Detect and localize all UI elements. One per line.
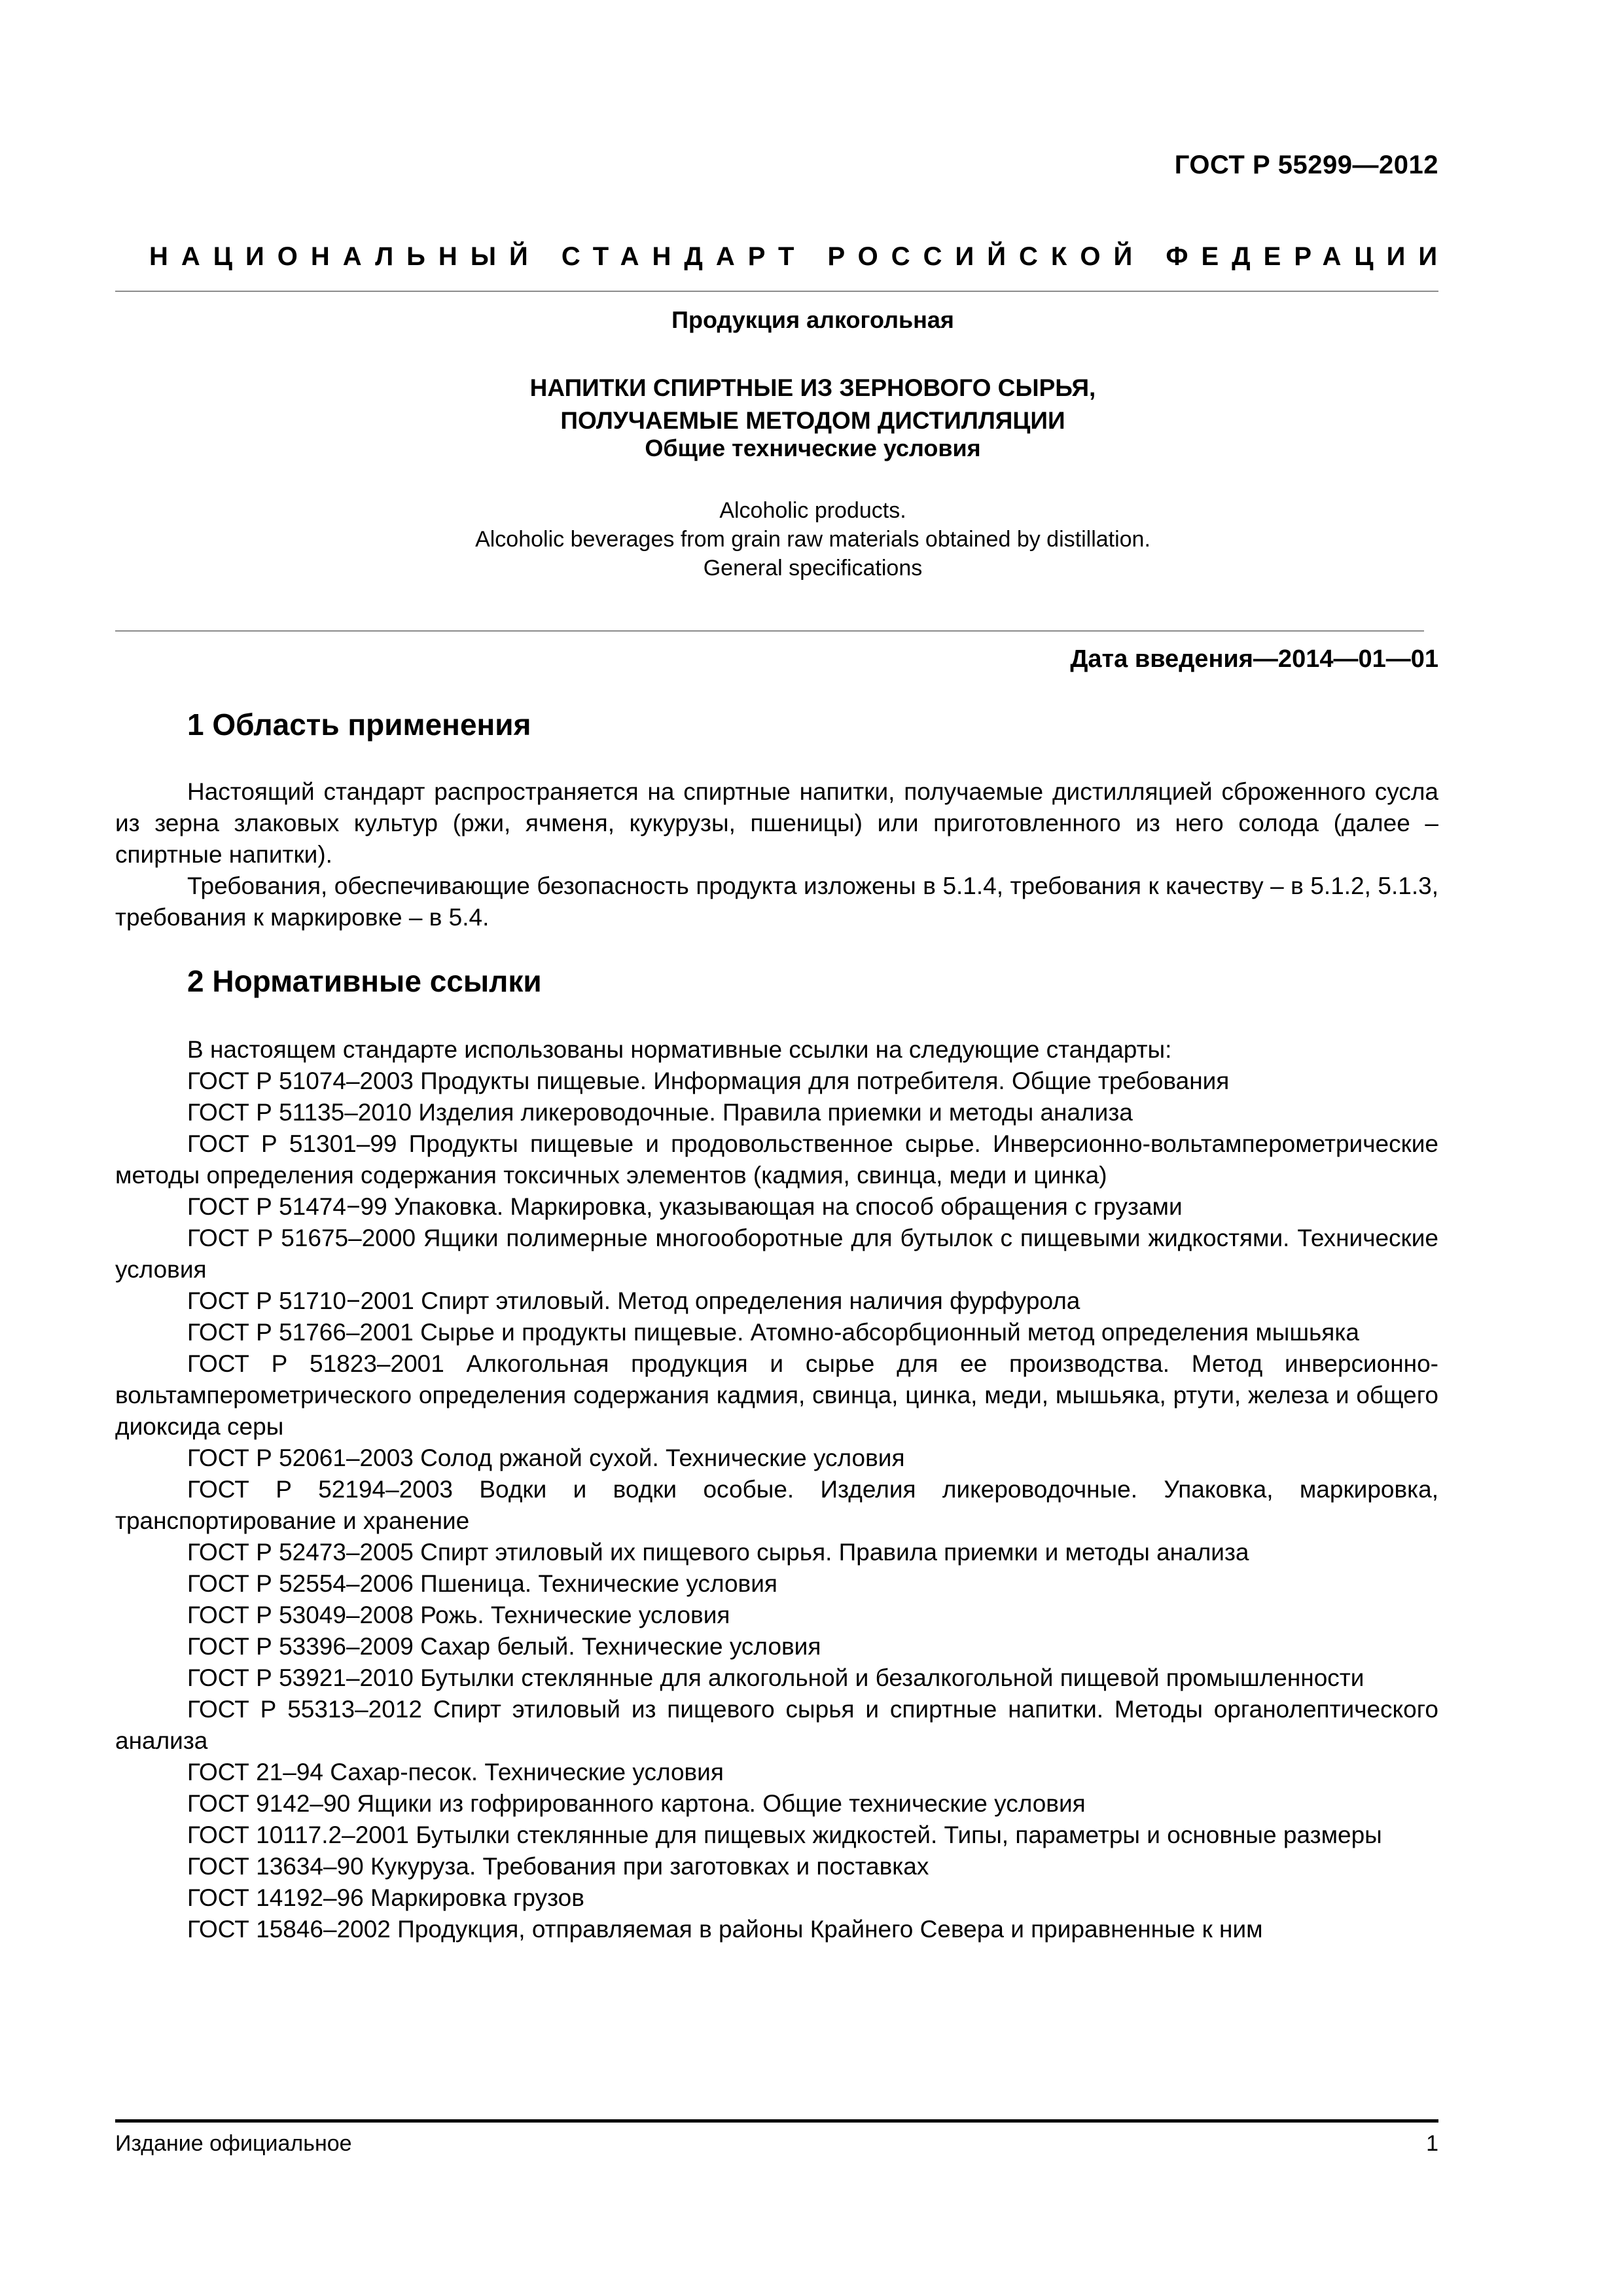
introduction-date: Дата введения—2014—01—01 <box>1070 645 1438 673</box>
edition-label: Издание официальное <box>115 2131 352 2156</box>
reference-item: ГОСТ Р 51675–2000 Ящики полимерные многооборотные для бутылок с пищевыми жидкостями. Технические условия <box>115 1225 1438 1283</box>
section-1-title: 1 Область применения <box>187 708 531 742</box>
reference-item: ГОСТ 21–94 Сахар-песок. Технические условия <box>187 1759 724 1785</box>
reference-item: ГОСТ Р 52061–2003 Солод ржаной сухой. Технические условия <box>187 1444 905 1471</box>
footer-divider <box>115 2119 1438 2123</box>
references-intro: В настоящем стандарте использованы нормативные ссылки на следующие стандарты: <box>187 1036 1172 1063</box>
reference-item: ГОСТ 10117.2–2001 Бутылки стеклянные для пищевых жидкостей. Типы, параметры и основные размеры <box>187 1821 1382 1848</box>
section-1-paragraph: Настоящий стандарт распространяется на спиртные напитки, получаемые дистилляцией сброженного сусла из зерна злаковых культур (ржи, ячменя, кукурузы, пшеницы) или приготовленного из него солода (далее – спиртные напитки). <box>115 778 1438 868</box>
reference-item: ГОСТ Р 52194–2003 Водки и водки особые. Изделия ликероводочные. Упаковка, маркировка, транспортирование и хранение <box>115 1476 1438 1534</box>
reference-item: ГОСТ Р 51135–2010 Изделия ликероводочные. Правила приемки и методы анализа <box>187 1099 1133 1126</box>
document-code: ГОСТ Р 55299—2012 <box>1174 151 1438 179</box>
reference-item: ГОСТ Р 53921–2010 Бутылки стеклянные для алкогольной и безалкогольной пищевой промышленности <box>187 1664 1364 1691</box>
english-title <box>115 496 1510 583</box>
section-2-title: 2 Нормативные ссылки <box>187 964 542 998</box>
document-subtitle: Общие технические условия <box>645 435 981 461</box>
english-title-line-1: Alcoholic products. <box>719 498 906 523</box>
english-title-line-3: General specifications <box>703 556 923 581</box>
title-divider <box>115 630 1424 632</box>
national-standard-heading: НАЦИОНАЛЬНЫЙ СТАНДАРТ РОССИЙСКОЙ ФЕДЕРАЦИИ <box>149 242 1451 271</box>
reference-item: ГОСТ Р 51710−2001 Спирт этиловый. Метод определения наличия фурфурола <box>187 1287 1080 1314</box>
reference-item: ГОСТ 14192–96 Маркировка грузов <box>187 1884 584 1911</box>
reference-item: ГОСТ Р 51301–99 Продукты пищевые и продовольственное сырье. Инверсионно-вольтамперометрические методы определения содержания токсичных элементов (кадмия, свинца, меди и цинка) <box>115 1130 1438 1189</box>
reference-item: ГОСТ 9142–90 Ящики из гофрированного картона. Общие технические условия <box>187 1790 1086 1817</box>
product-category: Продукция алкогольная <box>671 306 954 333</box>
reference-item: ГОСТ Р 51474−99 Упаковка. Маркировка, указывающая на способ обращения с грузами <box>187 1193 1183 1220</box>
reference-item: ГОСТ Р 53049–2008 Рожь. Технические условия <box>187 1602 730 1628</box>
reference-item: ГОСТ Р 53396–2009 Сахар белый. Технические условия <box>187 1633 821 1660</box>
reference-item: ГОСТ Р 52554–2006 Пшеница. Технические условия <box>187 1570 777 1597</box>
reference-item: ГОСТ Р 55313–2012 Спирт этиловый из пищевого сырья и спиртные напитки. Методы органолептического анализа <box>115 1696 1438 1754</box>
title-line-2: ПОЛУЧАЕМЫЕ МЕТОДОМ ДИСТИЛЛЯЦИИ <box>560 407 1065 434</box>
reference-item: ГОСТ 15846–2002 Продукция, отправляемая в районы Крайнего Севера и приравненные к ним <box>187 1916 1263 1943</box>
section-1-body <box>115 776 1438 933</box>
reference-item: ГОСТ Р 51766–2001 Сырье и продукты пищевые. Атомно-абсорбционный метод определения мышьяка <box>187 1319 1359 1346</box>
title-line-1: НАПИТКИ СПИРТНЫЕ ИЗ ЗЕРНОВОГО СЫРЬЯ, <box>529 374 1096 401</box>
page-number: 1 <box>1426 2131 1438 2156</box>
reference-item: ГОСТ Р 51823–2001 Алкогольная продукция и сырье для ее производства. Метод инверсионно-вольтамперометрического определения содержания кадмия, свинца, цинка, меди, мышьяка, ртути, железа и общего диоксида серы <box>115 1350 1438 1440</box>
header-divider <box>115 291 1438 292</box>
section-1-paragraph: Требования, обеспечивающие безопасность продукта изложены в 5.1.4, требования к качеству – в 5.1.2, 5.1.3, требования к маркировке – в 5.4. <box>115 872 1438 931</box>
reference-item: ГОСТ Р 52473–2005 Спирт этиловый их пищевого сырья. Правила приемки и методы анализа <box>187 1539 1249 1566</box>
normative-references-list <box>115 1034 1438 1945</box>
reference-item: ГОСТ 13634–90 Кукуруза. Требования при заготовках и поставках <box>187 1853 929 1880</box>
english-title-line-2: Alcoholic beverages from grain raw materials obtained by distillation. <box>475 527 1150 552</box>
document-title <box>115 372 1510 437</box>
reference-item: ГОСТ Р 51074–2003 Продукты пищевые. Информация для потребителя. Общие требования <box>187 1067 1230 1094</box>
